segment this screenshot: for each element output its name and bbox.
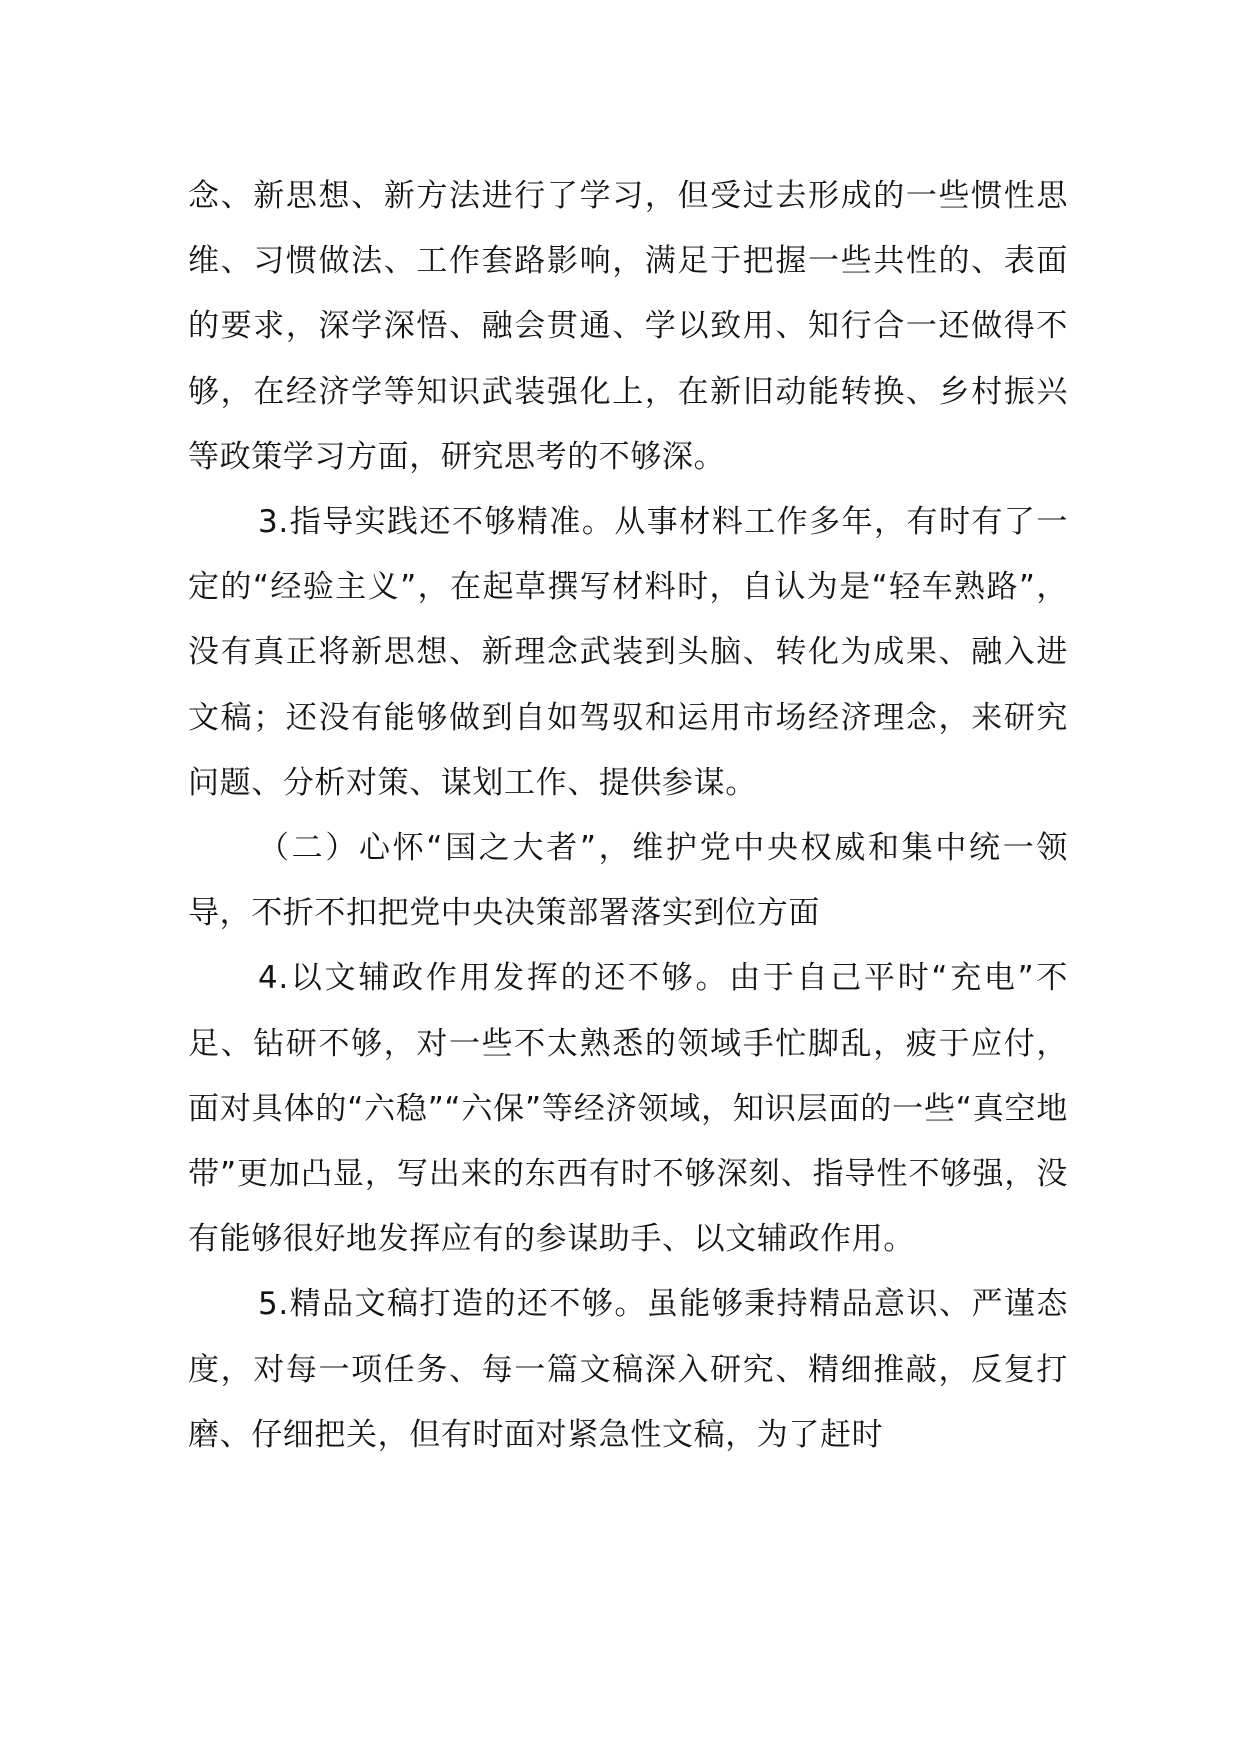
document-body	[188, 164, 1068, 1468]
paragraph-item-5: 5.精品文稿打造的还不够。虽能够秉持精品意识、严谨态度，对每一项任务、每一篇文稿深入研究、精细推敲，反复打磨、仔细把关，但有时面对紧急性文稿，为了赶时	[188, 1286, 1068, 1453]
paragraph-item-3: 3.指导实践还不够精准。从事材料工作多年，有时有了一定的“经验主义”，在起草撰写材料时，自认为是“轻车熟路”，没有真正将新思想、新理念武装到头脑、转化为成果、融入进文稿；还没有能够做到自如驾驭和运用市场经济理念，来研究问题、分析对策、谋划工作、提供参谋。	[188, 504, 1068, 801]
paragraph-item-4: 4.以文辅政作用发挥的还不够。由于自己平时“充电”不足、钻研不够，对一些不太熟悉的领域手忙脚乱，疲于应付，面对具体的“六稳”“六保”等经济领域，知识层面的一些“真空地带”更加凸显，写出来的东西有时不够深刻、指导性不够强，没有能够很好地发挥应有的参谋助手、以文辅政作用。	[188, 960, 1068, 1258]
paragraph-continued: 念、新思想、新方法进行了学习，但受过去形成的一些惯性思维、习惯做法、工作套路影响，满足于把握一些共性的、表面的要求，深学深悟、融会贯通、学以致用、知行合一还做得不够，在经济学等知识武装强化上，在新旧动能转换、乡村振兴等政策学习方面，研究思考的不够深。	[188, 178, 1068, 475]
section-heading-2: （二）心怀“国之大者”，维护党中央权威和集中统一领导，不折不扣把党中央决策部署落实到位方面	[188, 830, 1068, 932]
